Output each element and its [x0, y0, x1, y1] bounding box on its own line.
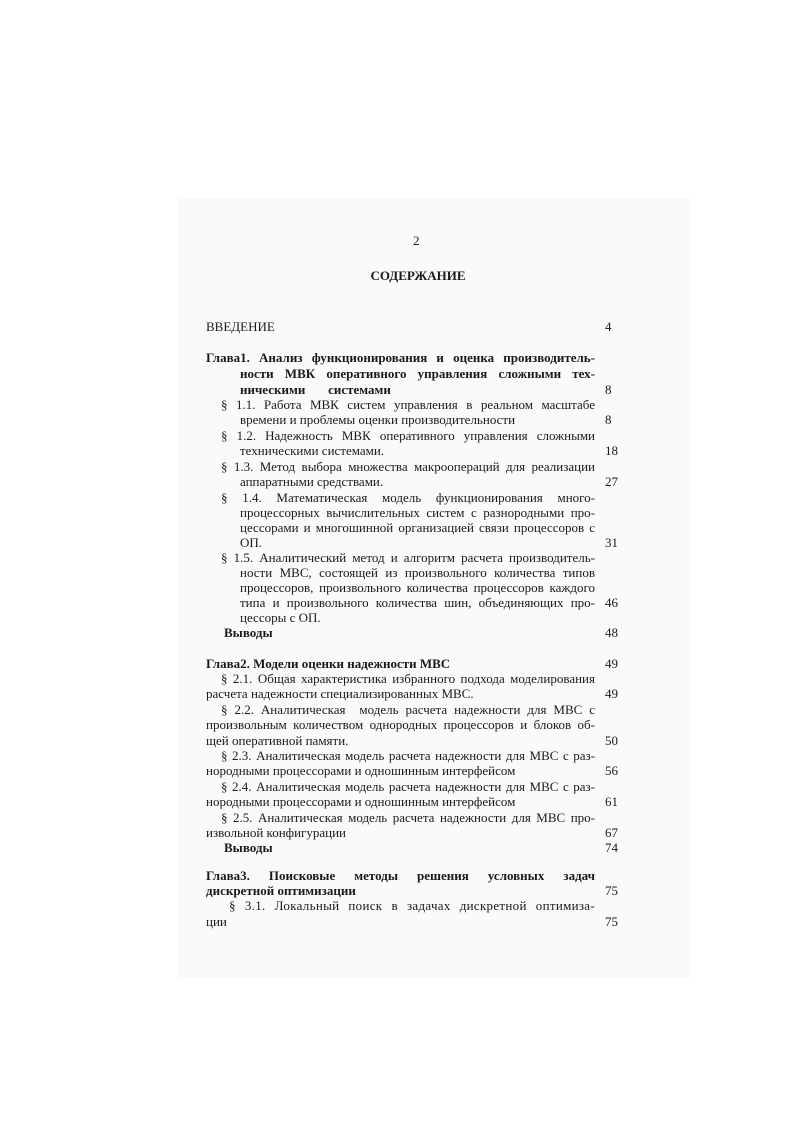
- toc-section-2-2: произвольным количеством однородных процессоров и блоков об-: [206, 717, 595, 732]
- toc-section-2-4: нородными процессорами и одношинным интерфейсом: [206, 794, 516, 809]
- toc-section-1-1: времени и проблемы оценки производительности: [240, 412, 516, 427]
- toc-intro-page: 4: [605, 319, 612, 334]
- toc-section-2-2-page: 50: [605, 733, 618, 748]
- toc-section-1-2: техническими системами.: [240, 443, 385, 458]
- toc-chapter1-page: 8: [605, 382, 612, 397]
- toc-intro-label: ВВЕДЕНИЕ: [206, 319, 275, 334]
- toc-section-3-1: § 3.1. Локальный поиск в задачах дискретной оптимиза-: [229, 898, 595, 913]
- toc-chapter2-title: Глава2. Модели оценки надежности МВС: [206, 656, 451, 671]
- toc-section-1-3-page: 27: [605, 474, 618, 489]
- toc-chapter1-title: ности МВК оперативного управления сложными тех-: [240, 366, 595, 381]
- page-title: СОДЕРЖАНИЕ: [370, 268, 466, 283]
- toc-section-1-5: цессоры с ОП.: [240, 610, 321, 625]
- toc-section-2-1: § 2.1. Общая характеристика избранного подхода моделирования: [221, 671, 595, 686]
- toc-section-1-2: § 1.2. Надежность МВК оперативного управления сложными: [221, 428, 595, 443]
- toc-section-2-2: щей оперативной памяти.: [206, 733, 349, 748]
- toc-section-1-5: ности МВС, состоящей из произвольного количества типов: [240, 565, 595, 580]
- toc-chapter3-title: дискретной оптимизации: [206, 883, 356, 898]
- toc-chapter1-conclusions: Выводы: [224, 625, 273, 640]
- toc-section-1-5-page: 46: [605, 595, 618, 610]
- toc-section-1-5: процессоров, произвольного количества процессоров каждого: [240, 580, 595, 595]
- toc-section-1-3: § 1.3. Метод выбора множества макроопераций для реализации: [221, 459, 595, 474]
- toc-section-1-4-page: 31: [605, 535, 618, 550]
- toc-section-1-4: процессорных вычислительных систем с разнородными про-: [240, 505, 595, 520]
- toc-section-2-3: нородными процессорами и одношинным интерфейсом: [206, 763, 516, 778]
- toc-chapter3-title: Глава3. Поисковые методы решения условных задач: [206, 868, 595, 883]
- toc-section-2-5-page: 67: [605, 825, 618, 840]
- toc-section-2-4-page: 61: [605, 794, 618, 809]
- toc-section-1-1: § 1.1. Работа МВК систем управления в реальном масштабе: [221, 397, 595, 412]
- page-number: 2: [413, 233, 420, 248]
- toc-section-1-5: типа и произвольного количества шин, объединяющих про-: [240, 595, 595, 610]
- toc-section-3-1-page: 75: [605, 914, 618, 929]
- toc-section-2-2: § 2.2. Аналитическая модель расчета надежности для МВС с: [221, 702, 595, 717]
- toc-section-2-3-page: 56: [605, 763, 618, 778]
- toc-chapter1-conclusions-page: 48: [605, 625, 618, 640]
- toc-section-2-5: извольной конфигурации: [206, 825, 347, 840]
- toc-section-2-1-page: 49: [605, 686, 618, 701]
- toc-chapter2-conclusions-page: 74: [605, 840, 618, 855]
- toc-section-2-5: § 2.5. Аналитическая модель расчета надежности для МВС про-: [221, 810, 595, 825]
- toc-section-2-4: § 2.4. Аналитическая модель расчета надежности для МВС с раз-: [221, 779, 595, 794]
- toc-section-1-5: § 1.5. Аналитический метод и алгоритм расчета производитель-: [221, 550, 595, 565]
- toc-section-1-4: цессорами и многошинной организацией связи процессоров с: [240, 520, 595, 535]
- toc-section-1-4: ОП.: [240, 535, 263, 550]
- toc-section-1-4: § 1.4. Математическая модель функционирования много-: [221, 490, 595, 505]
- toc-chapter3-page: 75: [605, 883, 618, 898]
- toc-chapter1-title: ническими системами: [240, 382, 391, 397]
- toc-section-2-3: § 2.3. Аналитическая модель расчета надежности для МВС с раз-: [221, 748, 595, 763]
- toc-section-1-3: аппаратными средствами.: [240, 474, 384, 489]
- toc-chapter2-conclusions: Выводы: [224, 840, 273, 855]
- toc-chapter1-title: Глава1. Анализ функционирования и оценка производитель-: [206, 350, 595, 365]
- toc-section-1-2-page: 18: [605, 443, 618, 458]
- toc-section-1-1-page: 8: [605, 412, 612, 427]
- toc-section-2-1: расчета надежности специализированных МВС.: [206, 686, 474, 701]
- toc-section-3-1: ции: [206, 914, 227, 929]
- toc-chapter2-page: 49: [605, 656, 618, 671]
